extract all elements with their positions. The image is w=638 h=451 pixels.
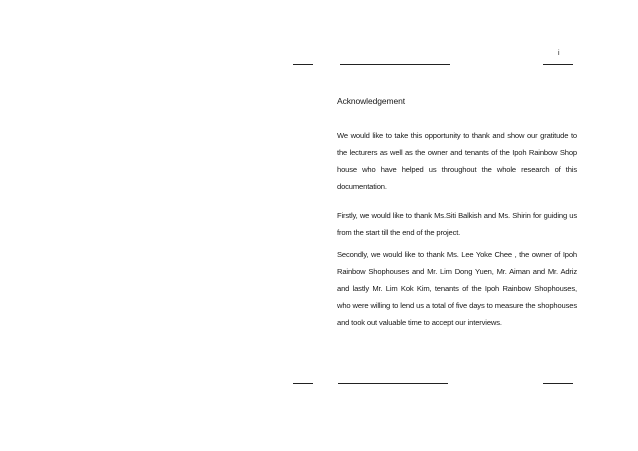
- paragraph-gratitude: We would like to take this opportunity to thank and show our gratitude to the lecturers as well as the owner and tenants of the Ipoh Rainbow Shop house who have helped us throughout the whole research of this documentation.: [337, 131, 577, 191]
- paragraph-owner-tenants: Secondly, we would like to thank Ms. Lee Yoke Chee , the owner of Ipoh Rainbow Shophouses and Mr. Lim Dong Yuen, Mr. Aiman and Mr. Adriz and lastly Mr. Lim Kok Kim, tenants of the Ipoh Rainbow Shophouses, who were willing to lend us a total of five days to measure the shophouses and took out valuable time to accept our interviews.: [337, 250, 577, 327]
- bottom-rule-center: [338, 383, 448, 384]
- top-rule-center: [340, 64, 450, 65]
- bottom-rule-left: [293, 383, 313, 384]
- page-number: i: [558, 50, 560, 57]
- bottom-rule-right: [543, 383, 573, 384]
- section-heading: Acknowledgement: [337, 96, 405, 106]
- paragraph-lecturers: Firstly, we would like to thank Ms.Siti Balkish and Ms. Shirin for guiding us from the start till the end of the project.: [337, 211, 577, 237]
- top-rule-right: [543, 64, 573, 65]
- top-rule-left: [293, 64, 313, 65]
